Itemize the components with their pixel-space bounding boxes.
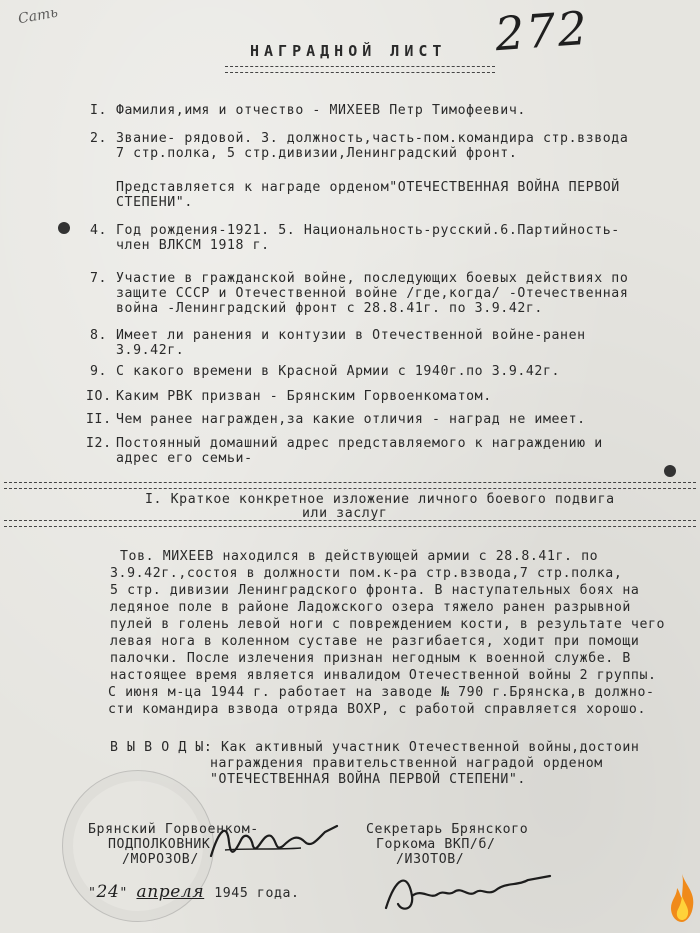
title-underline: [225, 66, 495, 73]
archive-number: 272: [493, 0, 591, 62]
item-10: IO. Каким РВК призван - Брянским Горвоенкоматом.: [86, 389, 492, 404]
section-divider-top: [4, 482, 696, 489]
signature-left: Брянский Горвоенком- ПОДПОЛКОВНИК /МОРОЗОВ/: [88, 822, 259, 867]
item-7: 7. Участие в гражданской войне, последующих боевых действиях по защите СССР и Отечественной войне /где,когда/ -Отечественная война -Ленинградский фронт с 28.8.41г. по 3.9.42г.: [90, 271, 629, 316]
award-proposal: Представляется к награде орденом"ОТЕЧЕСТВЕННАЯ ВОЙНА ПЕРВОЙ СТЕПЕНИ".: [116, 180, 620, 210]
document-title: НАГРАДНОЙ ЛИСТ: [250, 42, 447, 60]
corner-note: Сать: [16, 4, 60, 28]
narrative: Тов. МИХЕЕВ находился в действующей армии с 28.8.41г. по 3.9.42г.,состоя в должности пом.к-ра стр.взвода,7 стр.полка, 5 стр. дивизии Ленинградского фронта. В наступательных боях на ледяное поле в районе Ладожского озера тяжело ранен разрывной пулей в голень левой ноги с повреждением кости, в результате чего левая нога в коленном суставе не разгибается, ходит при помощи палочки. После излечения признан негодным к военной службе. В настоящее время является инвалидом Отечественной войны 2 группы. С июня м-ца 1944 г. работает на заводе № 790 г.Брянска,в должно- сти командира взвода отряда ВОХР, с работой справляется хорошо.: [108, 549, 666, 717]
item-9: 9. С какого времени в Красной Армии с 1940г.по 3.9.42г.: [90, 364, 561, 379]
date-month: апреля: [136, 882, 205, 902]
item-11: II. Чем ранее награжден,за какие отличия - наград не имеет.: [86, 412, 586, 427]
signature-izotov: [378, 866, 558, 922]
signature-right: Секретарь Брянского Горкома ВКП/б/ /ИЗОТОВ/: [366, 822, 529, 867]
date-line: "24" апреля 1945 года.: [88, 882, 300, 902]
section-divider-bottom: [4, 520, 696, 527]
conclusion: В Ы В О Д Ы: Как активный участник Отечественной войны,достоин награждения правительственной наградой орденом "ОТЕЧЕСТВЕННАЯ ВОЙНА ПЕРВОЙ СТЕПЕНИ".: [110, 740, 640, 787]
section-heading-continued: или заслуг: [302, 506, 388, 521]
item-2: 2. Звание- рядовой. 3. должность,часть-пом.командира стр.взвода 7 стр.полка, 5 стр.дивизии,Ленинградский фронт.: [90, 131, 629, 161]
date-day: 24: [96, 882, 120, 902]
signature-morozov: [205, 812, 345, 872]
flame-icon: [668, 872, 696, 924]
item-12: I2. Постоянный домашний адрес представляемого к награждению и адрес его семьи-: [86, 436, 603, 466]
item-1: I. Фамилия,имя и отчество - МИХЕЕВ Петр Тимофеевич.: [90, 103, 526, 118]
item-8: 8. Имеет ли ранения и контузии в Отечественной войне-ранен 3.9.42г.: [90, 328, 586, 358]
section-heading: I. Краткое конкретное изложение личного боевого подвига: [145, 492, 615, 507]
punch-hole: [58, 222, 70, 234]
punch-hole: [664, 465, 676, 477]
item-4: 4. Год рождения-1921. 5. Национальность-русский.6.Партийность- член ВЛКСМ 1918 г.: [90, 223, 620, 253]
